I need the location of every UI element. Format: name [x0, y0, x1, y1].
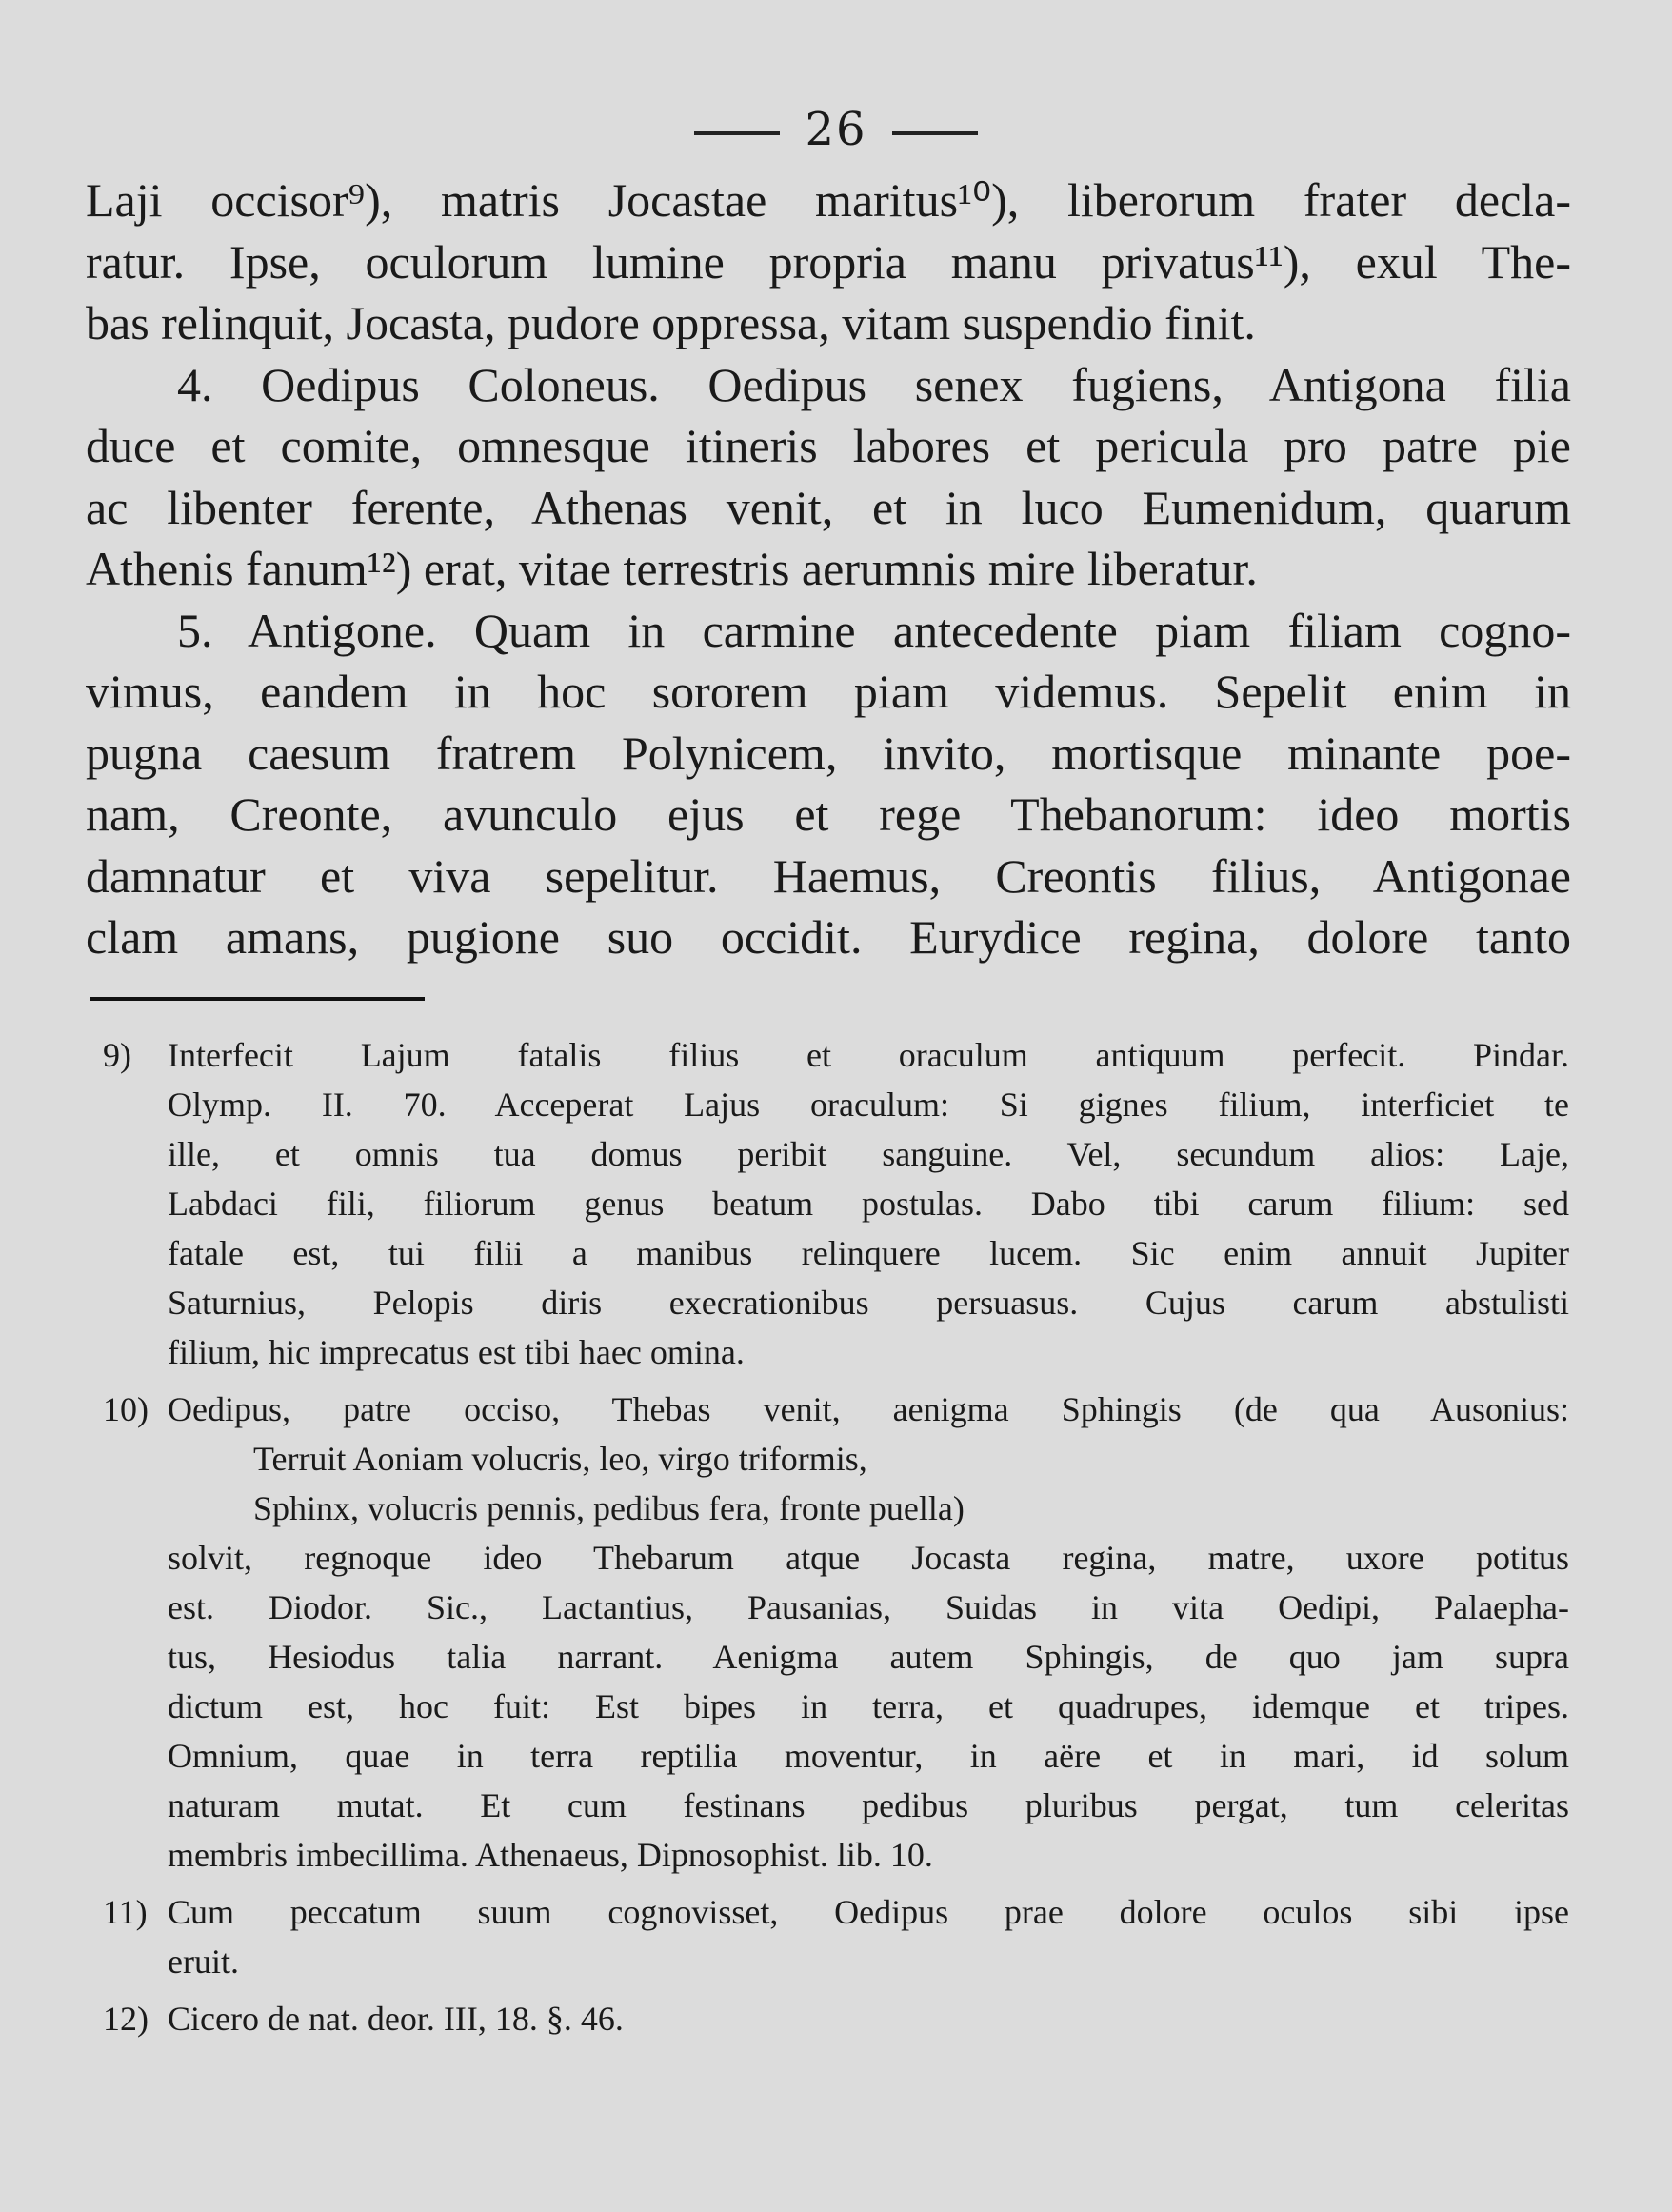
footnote-9: [103, 1030, 1569, 1377]
main-line: vimus, eandem in hoc sororem piam videmus. Sepelit enim in: [86, 665, 1571, 718]
footnote-line: est. Diodor. Sic., Lactantius, Pausanias, Suidas in vita Oedipi, Palaepha-: [168, 1588, 1569, 1626]
footnote-separator: [90, 997, 425, 1001]
footnote-number: 9): [103, 1036, 131, 1074]
footnote-line: Interfecit Lajum fatalis filius et oraculum antiquum perfecit. Pindar.: [168, 1036, 1569, 1074]
footnote-line: eruit.: [168, 1943, 239, 1981]
footnote-verse-line: Sphinx, volucris pennis, pedibus fera, fronte puella): [253, 1489, 965, 1527]
footnote-line: Labdaci fili, filiorum genus beatum postulas. Dabo tibi carum filium: sed: [168, 1185, 1569, 1223]
footnote-11: [103, 1887, 1569, 1986]
footnote-line: ille, et omnis tua domus peribit sanguine. Vel, secundum alios: Laje,: [168, 1135, 1569, 1173]
footnote-line: tus, Hesiodus talia narrant. Aenigma autem Sphingis, de quo jam supra: [168, 1638, 1569, 1676]
header-dash-left: [694, 131, 780, 135]
footnote-number: 10): [103, 1390, 149, 1428]
main-line-section-5: 5. Antigone. Quam in carmine antecedente piam filiam cogno-: [177, 603, 1571, 657]
footnote-12: [103, 1994, 1569, 2043]
footnote-line: dictum est, hoc fuit: Est bipes in terra, et quadrupes, idemque et tripes.: [168, 1687, 1569, 1725]
footnote-line: Omnium, quae in terra reptilia moventur, in aëre et in mari, id solum: [168, 1737, 1569, 1775]
footnote-line: Olymp. II. 70. Acceperat Lajus oraculum: Si gignes filium, interficiet te: [168, 1086, 1569, 1124]
footnotes: [103, 1030, 1569, 2051]
main-line: nam, Creonte, avunculo ejus et rege Thebanorum: ideo mortis: [86, 787, 1571, 841]
footnote-line: Saturnius, Pelopis diris execrationibus persuasus. Cujus carum abstulisti: [168, 1284, 1569, 1322]
main-line: clam amans, pugione suo occidit. Eurydice regina, dolore tanto: [86, 910, 1571, 964]
footnote-line: Cum peccatum suum cognovisset, Oedipus prae dolore oculos sibi ipse: [168, 1893, 1569, 1931]
footnote-line: solvit, regnoque ideo Thebarum atque Jocasta regina, matre, uxore potitus: [168, 1539, 1569, 1577]
main-line: damnatur et viva sepelitur. Haemus, Creontis filius, Antigonae: [86, 848, 1571, 903]
footnote-number: 11): [103, 1893, 148, 1931]
page-header: [0, 103, 1672, 156]
main-line: Athenis fanum¹²) erat, vitae terrestris aerumnis mire liberatur.: [86, 542, 1258, 595]
main-line-section-4: 4. Oedipus Coloneus. Oedipus senex fugiens, Antigona filia: [177, 357, 1571, 411]
header-dash-right: [892, 131, 978, 135]
footnote-line: Cicero de nat. deor. III, 18. §. 46.: [168, 2000, 624, 2038]
footnote-10: [103, 1385, 1569, 1880]
footnote-number: 12): [103, 2000, 149, 2038]
footnote-line: naturam mutat. Et cum festinans pedibus pluribus pergat, tum celeritas: [168, 1786, 1569, 1824]
main-text: [86, 169, 1571, 968]
page-number: 26: [805, 103, 867, 156]
main-line: Laji occisor⁹), matris Jocastae maritus¹⁰), liberorum frater decla-: [86, 173, 1571, 227]
footnote-line: membris imbecillima. Athenaeus, Dipnosophist. lib. 10.: [168, 1836, 933, 1874]
footnote-line: Oedipus, patre occiso, Thebas venit, aenigma Sphingis (de qua Ausonius:: [168, 1390, 1569, 1428]
main-line: duce et comite, omnesque itineris labores et pericula pro patre pie: [86, 419, 1571, 472]
footnote-line: fatale est, tui filii a manibus relinquere lucem. Sic enim annuit Jupiter: [168, 1234, 1569, 1272]
main-line: ratur. Ipse, oculorum lumine propria manu privatus¹¹), exul The-: [86, 234, 1571, 289]
main-line: pugna caesum fratrem Polynicem, invito, mortisque minante poe-: [86, 726, 1571, 780]
footnote-line: filium, hic imprecatus est tibi haec omina.: [168, 1333, 745, 1371]
main-line: bas relinquit, Jocasta, pudore oppressa, vitam suspendio finit.: [86, 296, 1256, 349]
main-line: ac libenter ferente, Athenas venit, et in luco Eumenidum, quarum: [86, 480, 1571, 534]
footnote-verse-line: Terruit Aoniam volucris, leo, virgo triformis,: [253, 1440, 867, 1478]
